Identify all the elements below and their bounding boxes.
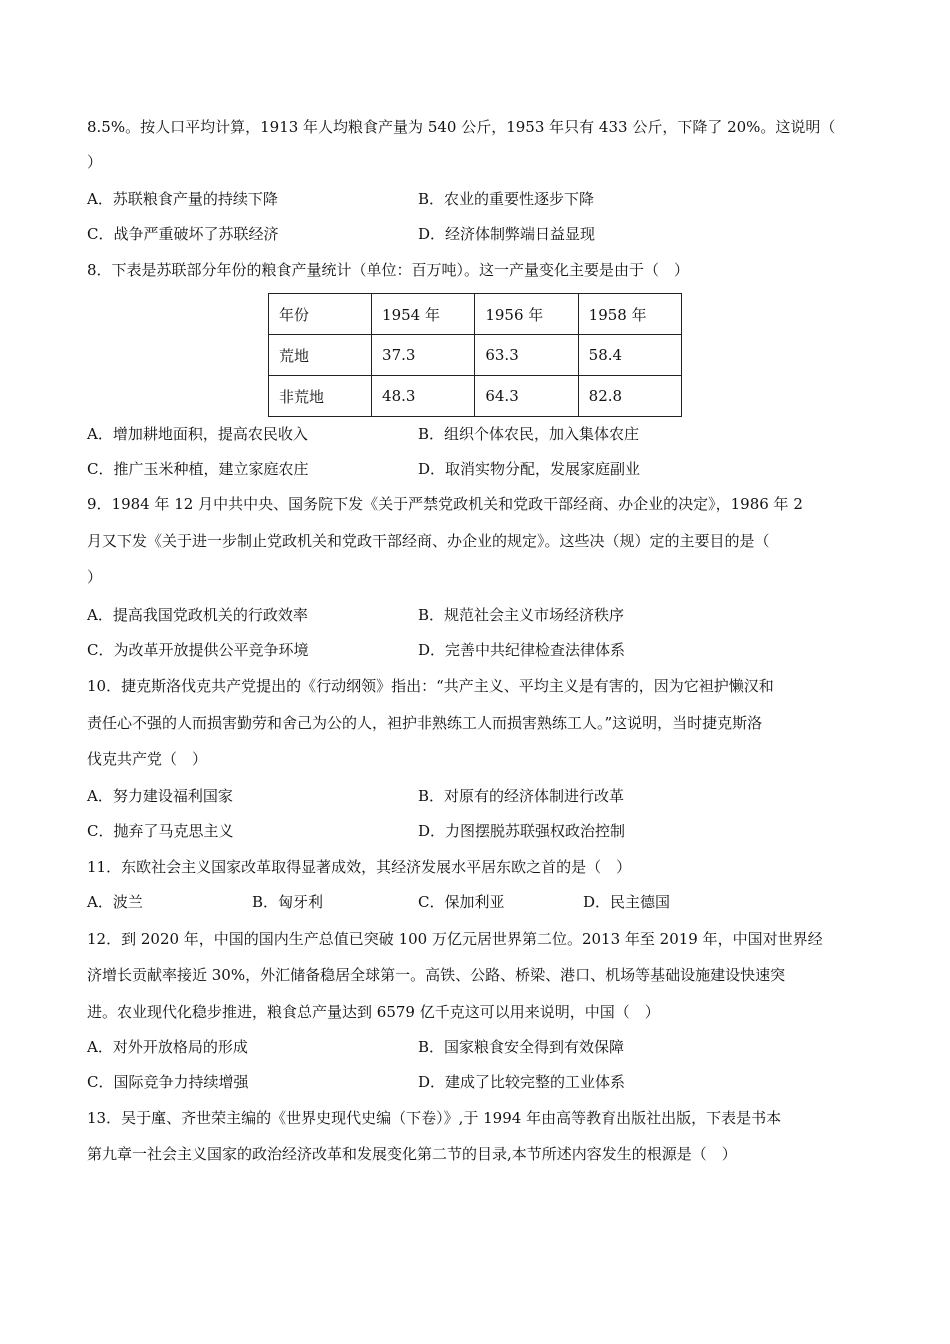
- q12-stem-line-3: 进。农业现代化稳步推进，粮食总产量达到 6579 亿千克这可以用来说明，中国（ ）: [87, 1003, 660, 1021]
- q10-stem-line-1: 10．捷克斯洛伐克共产党提出的《行动纲领》指出：“共产主义、平均主义是有害的，因为它袒护懒汉和: [87, 677, 774, 695]
- q10-option-c[interactable]: C．抛弃了马克思主义: [87, 822, 234, 840]
- q9-option-c[interactable]: C．为改革开放提供公平竞争环境: [87, 641, 309, 659]
- table-cell: 63.3: [475, 335, 578, 376]
- q8-option-d[interactable]: D．取消实物分配，发展家庭副业: [418, 460, 641, 478]
- q12-option-b[interactable]: B．国家粮食安全得到有效保障: [418, 1038, 625, 1056]
- q7-option-a[interactable]: A．苏联粮食产量的持续下降: [87, 190, 278, 208]
- table-row: [269, 335, 682, 376]
- table-row: [269, 294, 682, 335]
- q8-option-b[interactable]: B．组织个体农民，加入集体农庄: [418, 425, 640, 443]
- q12-option-d[interactable]: D．建成了比较完整的工业体系: [418, 1073, 626, 1091]
- table-cell: 48.3: [372, 376, 475, 417]
- table-cell: 非荒地: [269, 376, 372, 417]
- table-cell: 64.3: [475, 376, 578, 417]
- q7-stem-line-2: ）: [87, 153, 103, 171]
- q7-option-d[interactable]: D．经济体制弊端日益显现: [418, 225, 596, 243]
- q10-option-a[interactable]: A．努力建设福利国家: [87, 787, 233, 805]
- q13-stem-line-2: 第九章一社会主义国家的政治经济改革和发展变化第二节的目录,本节所述内容发生的根源是（ ）: [87, 1145, 737, 1163]
- table-cell: 37.3: [372, 335, 475, 376]
- q11-option-d[interactable]: D．民主德国: [583, 893, 671, 911]
- q10-option-d[interactable]: D．力图摆脱苏联强权政治控制: [418, 822, 626, 840]
- q13-stem-line-1: 13．吴于廑、齐世荣主编的《世界史现代史编（下卷）》,于 1994 年由高等教育出版社出版，下表是书本: [87, 1109, 782, 1127]
- q7-option-c[interactable]: C．战争严重破坏了苏联经济: [87, 225, 279, 243]
- q8-stem: 8．下表是苏联部分年份的粮食产量统计（单位：百万吨）。这一产量变化主要是由于（ ）: [87, 261, 690, 279]
- q9-stem-line-2: 月又下发《关于进一步制止党政机关和党政干部经商、办企业的规定》。这些决（规）定的主要目的是（: [87, 532, 770, 550]
- q12-option-a[interactable]: A．对外开放格局的形成: [87, 1038, 248, 1056]
- q10-option-b[interactable]: B．对原有的经济体制进行改革: [418, 787, 625, 805]
- table-header-cell: 1958 年: [578, 294, 681, 335]
- q12-stem-line-1: 12．到 2020 年，中国的国内生产总值已突破 100 万亿元居世界第二位。2013 年至 2019 年，中国对世界经: [87, 930, 823, 948]
- q9-option-d[interactable]: D．完善中共纪律检查法律体系: [418, 641, 626, 659]
- q9-option-b[interactable]: B．规范社会主义市场经济秩序: [418, 606, 625, 624]
- table-cell: 荒地: [269, 335, 372, 376]
- q11-option-c[interactable]: C．保加利亚: [418, 893, 505, 911]
- q8-option-c[interactable]: C．推广玉米种植，建立家庭农庄: [87, 460, 309, 478]
- q12-option-c[interactable]: C．国际竞争力持续增强: [87, 1073, 249, 1091]
- table-header-cell: 1956 年: [475, 294, 578, 335]
- q12-stem-line-2: 济增长贡献率接近 30%，外汇储备稳居全球第一。高铁、公路、桥梁、港口、机场等基础设施建设快速突: [87, 966, 786, 984]
- table-header-cell: 年份: [269, 294, 372, 335]
- q8-option-a[interactable]: A．增加耕地面积，提高农民收入: [87, 425, 308, 443]
- table-row: [269, 376, 682, 417]
- table-cell: 58.4: [578, 335, 681, 376]
- q11-option-a[interactable]: A．波兰: [87, 893, 143, 911]
- q10-stem-line-2: 责任心不强的人而损害勤劳和舍己为公的人，袒护非熟练工人而损害熟练工人。”这说明，当时捷克斯洛: [87, 714, 763, 732]
- q11-option-b[interactable]: B．匈牙利: [252, 893, 324, 911]
- q9-option-a[interactable]: A．提高我国党政机关的行政效率: [87, 606, 308, 624]
- q11-stem: 11．东欧社会主义国家改革取得显著成效，其经济发展水平居东欧之首的是（ ）: [87, 858, 632, 876]
- q7-option-b[interactable]: B．农业的重要性逐步下降: [418, 190, 595, 208]
- q9-stem-line-1: 9．1984 年 12 月中共中央、国务院下发《关于严禁党政机关和党政干部经商、办企业的决定》，1986 年 2: [87, 495, 803, 513]
- table-header-cell: 1954 年: [372, 294, 475, 335]
- table-cell: 82.8: [578, 376, 681, 417]
- q9-stem-line-3: ）: [87, 568, 103, 586]
- q10-stem-line-3: 伐克共产党（ ）: [87, 750, 208, 768]
- q7-stem-line-1: 8.5%。按人口平均计算，1913 年人均粮食产量为 540 公斤，1953 年只有 433 公斤，下降了 20%。这说明（: [87, 118, 836, 136]
- grain-output-table: [268, 293, 682, 417]
